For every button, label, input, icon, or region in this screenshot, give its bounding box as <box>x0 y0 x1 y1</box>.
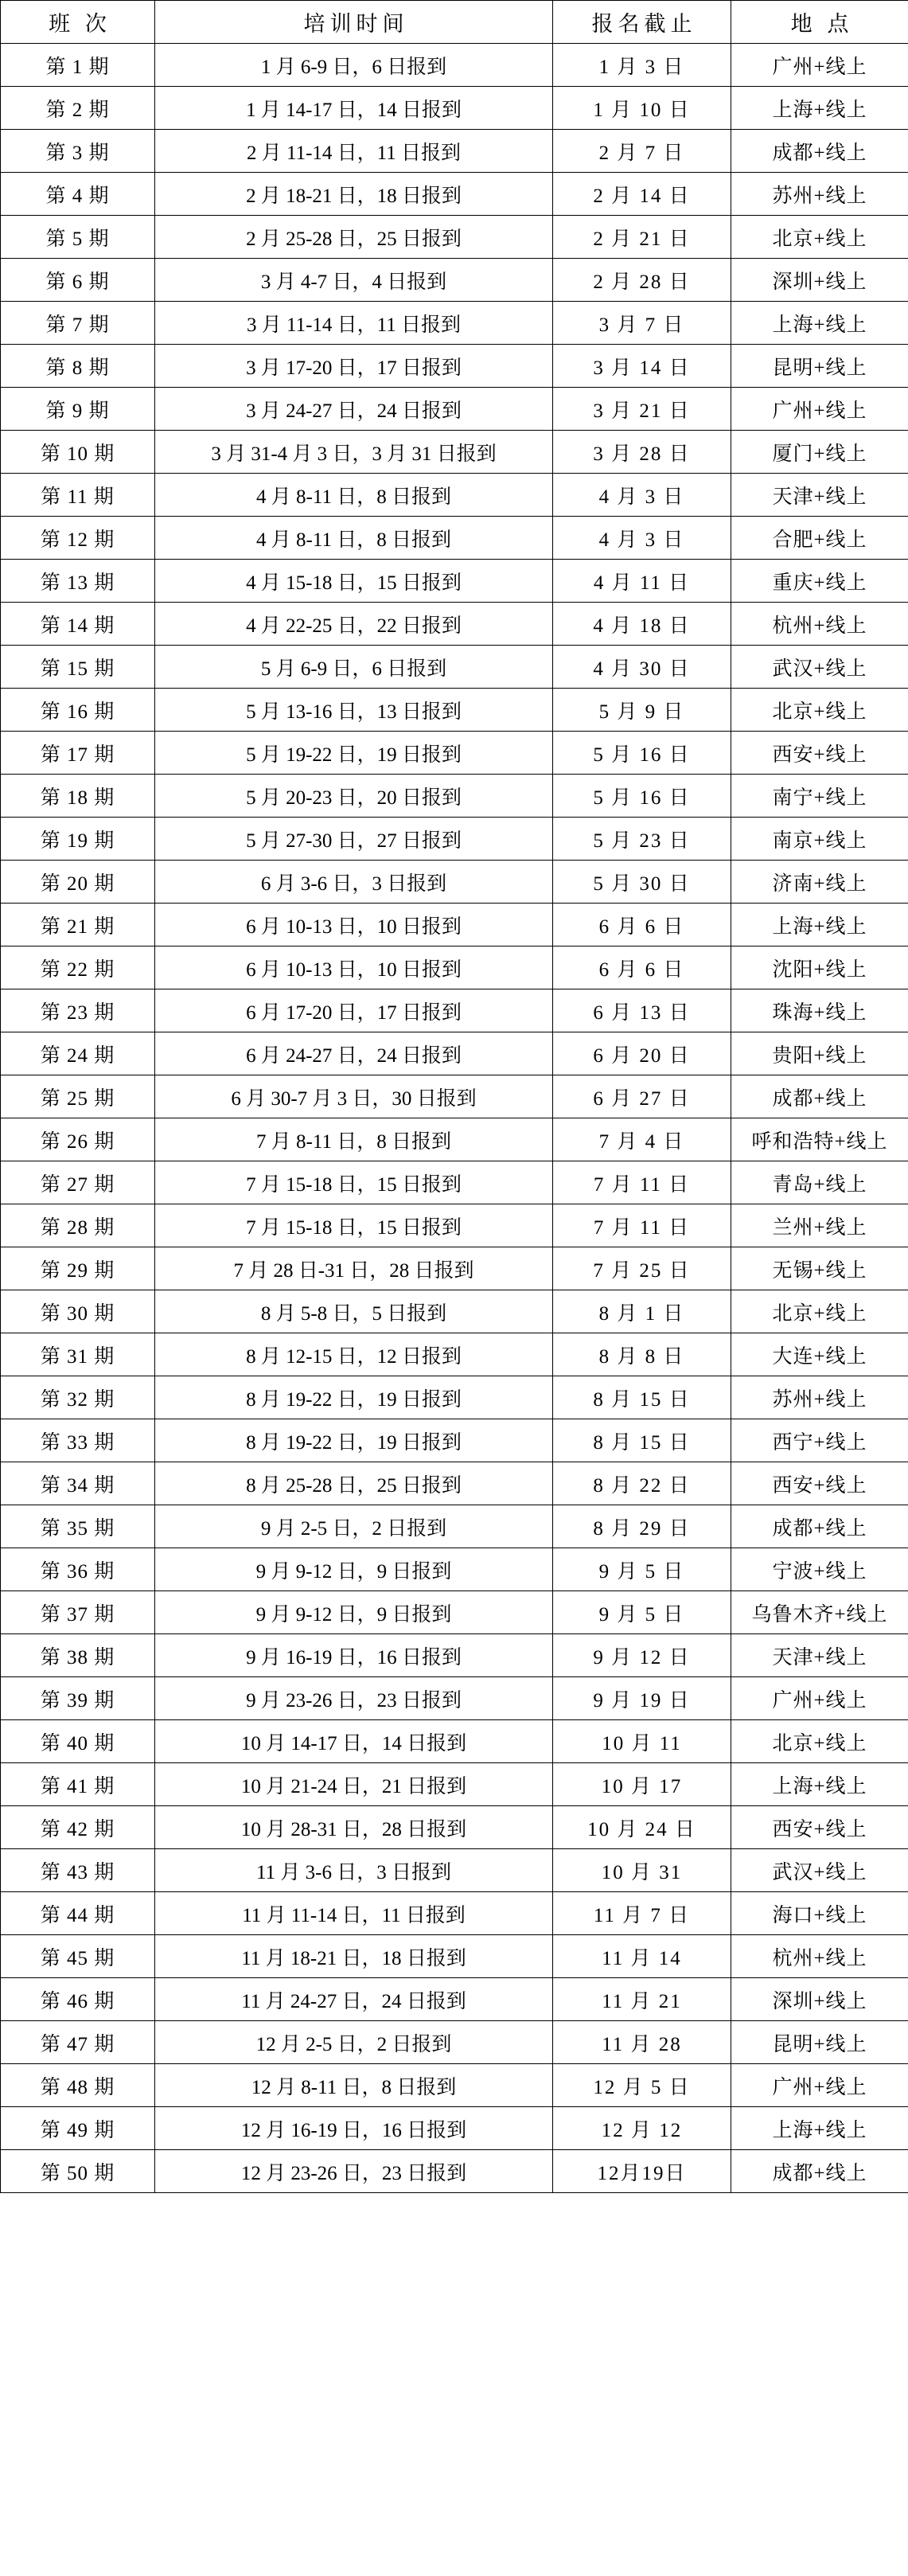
table-row <box>1 1161 908 1204</box>
table-row <box>1 2021 908 2064</box>
table-row <box>1 216 908 259</box>
cell-training-time: 4 月 15-18 日，15 日报到 <box>155 560 553 603</box>
cell-registration-deadline: 7 月 4 日 <box>553 1118 731 1161</box>
cell-training-time: 10 月 28-31 日，28 日报到 <box>155 1806 553 1849</box>
table-row <box>1 560 908 603</box>
cell-term: 第 13 期 <box>1 560 155 603</box>
cell-term: 第 19 期 <box>1 818 155 861</box>
cell-location: 上海+线上 <box>731 1763 908 1806</box>
cell-registration-deadline: 7 月 11 日 <box>553 1204 731 1247</box>
cell-training-time: 4 月 8-11 日，8 日报到 <box>155 517 553 560</box>
cell-location: 苏州+线上 <box>731 1376 908 1419</box>
cell-registration-deadline: 5 月 16 日 <box>553 732 731 775</box>
cell-training-time: 3 月 4-7 日，4 日报到 <box>155 259 553 302</box>
table-row <box>1 1247 908 1290</box>
cell-training-time: 9 月 23-26 日，23 日报到 <box>155 1677 553 1720</box>
table-row <box>1 2107 908 2150</box>
cell-location: 广州+线上 <box>731 2064 908 2107</box>
cell-registration-deadline: 11 月 14 <box>553 1935 731 1978</box>
cell-training-time: 2 月 18-21 日，18 日报到 <box>155 173 553 216</box>
cell-registration-deadline: 6 月 6 日 <box>553 946 731 989</box>
cell-registration-deadline: 2 月 28 日 <box>553 259 731 302</box>
cell-registration-deadline: 4 月 30 日 <box>553 646 731 689</box>
cell-registration-deadline: 7 月 25 日 <box>553 1247 731 1290</box>
cell-location: 成都+线上 <box>731 1075 908 1118</box>
cell-location: 海口+线上 <box>731 1892 908 1935</box>
cell-location: 西安+线上 <box>731 1462 908 1505</box>
table-row <box>1 818 908 861</box>
cell-training-time: 8 月 5-8 日，5 日报到 <box>155 1290 553 1333</box>
cell-registration-deadline: 6 月 13 日 <box>553 989 731 1032</box>
table-row <box>1 1978 908 2021</box>
cell-training-time: 4 月 8-11 日，8 日报到 <box>155 474 553 517</box>
table-row <box>1 173 908 216</box>
cell-registration-deadline: 9 月 5 日 <box>553 1548 731 1591</box>
cell-registration-deadline: 1 月 10 日 <box>553 87 731 130</box>
table-row <box>1 1634 908 1677</box>
cell-term: 第 6 期 <box>1 259 155 302</box>
cell-training-time: 5 月 6-9 日，6 日报到 <box>155 646 553 689</box>
cell-registration-deadline: 8 月 22 日 <box>553 1462 731 1505</box>
cell-registration-deadline: 12月19日 <box>553 2150 731 2193</box>
cell-registration-deadline: 3 月 21 日 <box>553 388 731 431</box>
cell-term: 第 11 期 <box>1 474 155 517</box>
cell-registration-deadline: 8 月 8 日 <box>553 1333 731 1376</box>
cell-training-time: 9 月 9-12 日，9 日报到 <box>155 1591 553 1634</box>
cell-training-time: 1 月 14-17 日，14 日报到 <box>155 87 553 130</box>
table-row <box>1 431 908 474</box>
cell-location: 深圳+线上 <box>731 1978 908 2021</box>
cell-training-time: 6 月 3-6 日，3 日报到 <box>155 861 553 904</box>
cell-location: 广州+线上 <box>731 44 908 87</box>
cell-registration-deadline: 11 月 28 <box>553 2021 731 2064</box>
table-row <box>1 388 908 431</box>
cell-location: 杭州+线上 <box>731 603 908 646</box>
table-row <box>1 130 908 173</box>
cell-term: 第 36 期 <box>1 1548 155 1591</box>
cell-training-time: 11 月 18-21 日，18 日报到 <box>155 1935 553 1978</box>
cell-training-time: 12 月 23-26 日，23 日报到 <box>155 2150 553 2193</box>
cell-location: 济南+线上 <box>731 861 908 904</box>
cell-registration-deadline: 12 月 12 <box>553 2107 731 2150</box>
cell-term: 第 29 期 <box>1 1247 155 1290</box>
cell-training-time: 8 月 12-15 日，12 日报到 <box>155 1333 553 1376</box>
cell-training-time: 11 月 24-27 日，24 日报到 <box>155 1978 553 2021</box>
cell-term: 第 3 期 <box>1 130 155 173</box>
cell-training-time: 1 月 6-9 日，6 日报到 <box>155 44 553 87</box>
cell-location: 宁波+线上 <box>731 1548 908 1591</box>
cell-registration-deadline: 6 月 6 日 <box>553 904 731 946</box>
cell-location: 北京+线上 <box>731 216 908 259</box>
cell-training-time: 2 月 25-28 日，25 日报到 <box>155 216 553 259</box>
table-row <box>1 1333 908 1376</box>
cell-training-time: 7 月 8-11 日，8 日报到 <box>155 1118 553 1161</box>
cell-location: 天津+线上 <box>731 474 908 517</box>
cell-location: 南京+线上 <box>731 818 908 861</box>
cell-term: 第 16 期 <box>1 689 155 732</box>
cell-term: 第 24 期 <box>1 1032 155 1075</box>
cell-training-time: 6 月 30-7 月 3 日，30 日报到 <box>155 1075 553 1118</box>
cell-training-time: 8 月 19-22 日，19 日报到 <box>155 1419 553 1462</box>
cell-registration-deadline: 2 月 7 日 <box>553 130 731 173</box>
cell-term: 第 30 期 <box>1 1290 155 1333</box>
table-row <box>1 87 908 130</box>
cell-registration-deadline: 4 月 18 日 <box>553 603 731 646</box>
cell-term: 第 14 期 <box>1 603 155 646</box>
cell-registration-deadline: 2 月 14 日 <box>553 173 731 216</box>
cell-term: 第 31 期 <box>1 1333 155 1376</box>
table-row <box>1 2150 908 2193</box>
cell-training-time: 3 月 11-14 日，11 日报到 <box>155 302 553 345</box>
table-row <box>1 44 908 87</box>
table-row <box>1 259 908 302</box>
cell-term: 第 38 期 <box>1 1634 155 1677</box>
column-header-deadline: 报名截止 <box>553 1 731 44</box>
table-body <box>1 44 908 2193</box>
table-row <box>1 302 908 345</box>
cell-location: 北京+线上 <box>731 1720 908 1763</box>
cell-registration-deadline: 3 月 7 日 <box>553 302 731 345</box>
cell-term: 第 27 期 <box>1 1161 155 1204</box>
table-row <box>1 474 908 517</box>
cell-term: 第 45 期 <box>1 1935 155 1978</box>
table-row <box>1 1419 908 1462</box>
cell-term: 第 33 期 <box>1 1419 155 1462</box>
cell-training-time: 6 月 17-20 日，17 日报到 <box>155 989 553 1032</box>
table-row <box>1 689 908 732</box>
cell-registration-deadline: 5 月 16 日 <box>553 775 731 818</box>
cell-training-time: 5 月 19-22 日，19 日报到 <box>155 732 553 775</box>
cell-location: 重庆+线上 <box>731 560 908 603</box>
cell-training-time: 9 月 16-19 日，16 日报到 <box>155 1634 553 1677</box>
cell-location: 苏州+线上 <box>731 173 908 216</box>
cell-location: 大连+线上 <box>731 1333 908 1376</box>
cell-registration-deadline: 11 月 21 <box>553 1978 731 2021</box>
column-header-place: 地 点 <box>731 1 908 44</box>
cell-location: 贵阳+线上 <box>731 1032 908 1075</box>
cell-training-time: 11 月 11-14 日，11 日报到 <box>155 1892 553 1935</box>
table-row <box>1 345 908 388</box>
cell-term: 第 15 期 <box>1 646 155 689</box>
cell-training-time: 4 月 22-25 日，22 日报到 <box>155 603 553 646</box>
cell-training-time: 11 月 3-6 日，3 日报到 <box>155 1849 553 1892</box>
table-row <box>1 1462 908 1505</box>
cell-registration-deadline: 8 月 29 日 <box>553 1505 731 1548</box>
cell-training-time: 6 月 10-13 日，10 日报到 <box>155 946 553 989</box>
cell-location: 武汉+线上 <box>731 1849 908 1892</box>
cell-term: 第 37 期 <box>1 1591 155 1634</box>
cell-training-time: 5 月 13-16 日，13 日报到 <box>155 689 553 732</box>
cell-term: 第 35 期 <box>1 1505 155 1548</box>
cell-registration-deadline: 8 月 15 日 <box>553 1376 731 1419</box>
cell-term: 第 8 期 <box>1 345 155 388</box>
cell-training-time: 10 月 21-24 日，21 日报到 <box>155 1763 553 1806</box>
table-row <box>1 1376 908 1419</box>
cell-term: 第 12 期 <box>1 517 155 560</box>
cell-training-time: 12 月 2-5 日，2 日报到 <box>155 2021 553 2064</box>
cell-registration-deadline: 8 月 1 日 <box>553 1290 731 1333</box>
cell-location: 兰州+线上 <box>731 1204 908 1247</box>
table-row <box>1 1806 908 1849</box>
cell-location: 上海+线上 <box>731 87 908 130</box>
cell-term: 第 50 期 <box>1 2150 155 2193</box>
cell-location: 呼和浩特+线上 <box>731 1118 908 1161</box>
cell-training-time: 3 月 24-27 日，24 日报到 <box>155 388 553 431</box>
cell-registration-deadline: 7 月 11 日 <box>553 1161 731 1204</box>
cell-training-time: 9 月 2-5 日，2 日报到 <box>155 1505 553 1548</box>
cell-term: 第 49 期 <box>1 2107 155 2150</box>
cell-location: 北京+线上 <box>731 689 908 732</box>
cell-registration-deadline: 11 月 7 日 <box>553 1892 731 1935</box>
table-row <box>1 517 908 560</box>
cell-training-time: 9 月 9-12 日，9 日报到 <box>155 1548 553 1591</box>
cell-term: 第 22 期 <box>1 946 155 989</box>
cell-term: 第 2 期 <box>1 87 155 130</box>
table-row <box>1 1548 908 1591</box>
cell-training-time: 12 月 16-19 日，16 日报到 <box>155 2107 553 2150</box>
cell-term: 第 26 期 <box>1 1118 155 1161</box>
cell-location: 昆明+线上 <box>731 345 908 388</box>
cell-registration-deadline: 10 月 24 日 <box>553 1806 731 1849</box>
cell-registration-deadline: 5 月 9 日 <box>553 689 731 732</box>
cell-location: 杭州+线上 <box>731 1935 908 1978</box>
cell-location: 无锡+线上 <box>731 1247 908 1290</box>
table-row <box>1 989 908 1032</box>
cell-training-time: 8 月 19-22 日，19 日报到 <box>155 1376 553 1419</box>
cell-term: 第 7 期 <box>1 302 155 345</box>
cell-term: 第 10 期 <box>1 431 155 474</box>
cell-registration-deadline: 9 月 19 日 <box>553 1677 731 1720</box>
cell-registration-deadline: 10 月 17 <box>553 1763 731 1806</box>
table-row <box>1 1032 908 1075</box>
cell-location: 乌鲁木齐+线上 <box>731 1591 908 1634</box>
cell-location: 珠海+线上 <box>731 989 908 1032</box>
cell-location: 广州+线上 <box>731 1677 908 1720</box>
table-header-row <box>1 1 908 44</box>
cell-registration-deadline: 4 月 11 日 <box>553 560 731 603</box>
cell-term: 第 42 期 <box>1 1806 155 1849</box>
cell-registration-deadline: 6 月 27 日 <box>553 1075 731 1118</box>
cell-location: 厦门+线上 <box>731 431 908 474</box>
cell-term: 第 44 期 <box>1 1892 155 1935</box>
cell-registration-deadline: 3 月 14 日 <box>553 345 731 388</box>
column-header-time: 培训时间 <box>155 1 553 44</box>
table-row <box>1 1075 908 1118</box>
cell-location: 合肥+线上 <box>731 517 908 560</box>
cell-location: 昆明+线上 <box>731 2021 908 2064</box>
cell-location: 沈阳+线上 <box>731 946 908 989</box>
cell-term: 第 20 期 <box>1 861 155 904</box>
cell-term: 第 25 期 <box>1 1075 155 1118</box>
table-row <box>1 646 908 689</box>
table-row <box>1 1849 908 1892</box>
column-header-term: 班 次 <box>1 1 155 44</box>
cell-location: 青岛+线上 <box>731 1161 908 1204</box>
cell-registration-deadline: 10 月 11 <box>553 1720 731 1763</box>
cell-registration-deadline: 10 月 31 <box>553 1849 731 1892</box>
cell-term: 第 21 期 <box>1 904 155 946</box>
cell-term: 第 23 期 <box>1 989 155 1032</box>
cell-training-time: 2 月 11-14 日，11 日报到 <box>155 130 553 173</box>
table-row <box>1 1720 908 1763</box>
cell-term: 第 40 期 <box>1 1720 155 1763</box>
cell-training-time: 10 月 14-17 日，14 日报到 <box>155 1720 553 1763</box>
cell-registration-deadline: 6 月 20 日 <box>553 1032 731 1075</box>
table-row <box>1 1290 908 1333</box>
table-row <box>1 946 908 989</box>
table-row <box>1 775 908 818</box>
table-row <box>1 1204 908 1247</box>
cell-registration-deadline: 4 月 3 日 <box>553 474 731 517</box>
cell-training-time: 5 月 27-30 日，27 日报到 <box>155 818 553 861</box>
table-row <box>1 1892 908 1935</box>
cell-location: 西安+线上 <box>731 1806 908 1849</box>
table-row <box>1 2064 908 2107</box>
cell-registration-deadline: 9 月 12 日 <box>553 1634 731 1677</box>
cell-training-time: 6 月 10-13 日，10 日报到 <box>155 904 553 946</box>
cell-term: 第 32 期 <box>1 1376 155 1419</box>
cell-training-time: 8 月 25-28 日，25 日报到 <box>155 1462 553 1505</box>
cell-location: 广州+线上 <box>731 388 908 431</box>
cell-term: 第 48 期 <box>1 2064 155 2107</box>
table-row <box>1 603 908 646</box>
cell-term: 第 43 期 <box>1 1849 155 1892</box>
cell-term: 第 17 期 <box>1 732 155 775</box>
cell-term: 第 39 期 <box>1 1677 155 1720</box>
cell-registration-deadline: 9 月 5 日 <box>553 1591 731 1634</box>
cell-term: 第 41 期 <box>1 1763 155 1806</box>
cell-location: 北京+线上 <box>731 1290 908 1333</box>
cell-training-time: 6 月 24-27 日，24 日报到 <box>155 1032 553 1075</box>
cell-term: 第 34 期 <box>1 1462 155 1505</box>
cell-location: 南宁+线上 <box>731 775 908 818</box>
table-row <box>1 861 908 904</box>
table-row <box>1 904 908 946</box>
table-row <box>1 1505 908 1548</box>
cell-training-time: 12 月 8-11 日，8 日报到 <box>155 2064 553 2107</box>
cell-term: 第 9 期 <box>1 388 155 431</box>
cell-location: 武汉+线上 <box>731 646 908 689</box>
cell-term: 第 28 期 <box>1 1204 155 1247</box>
cell-location: 上海+线上 <box>731 904 908 946</box>
cell-training-time: 3 月 31-4 月 3 日，3 月 31 日报到 <box>155 431 553 474</box>
cell-location: 成都+线上 <box>731 2150 908 2193</box>
cell-term: 第 18 期 <box>1 775 155 818</box>
cell-location: 西安+线上 <box>731 732 908 775</box>
cell-term: 第 1 期 <box>1 44 155 87</box>
cell-training-time: 7 月 15-18 日，15 日报到 <box>155 1204 553 1247</box>
cell-registration-deadline: 3 月 28 日 <box>553 431 731 474</box>
cell-location: 上海+线上 <box>731 2107 908 2150</box>
cell-registration-deadline: 2 月 21 日 <box>553 216 731 259</box>
cell-registration-deadline: 5 月 30 日 <box>553 861 731 904</box>
table-row <box>1 1591 908 1634</box>
table-row <box>1 1118 908 1161</box>
cell-location: 成都+线上 <box>731 1505 908 1548</box>
cell-location: 西宁+线上 <box>731 1419 908 1462</box>
cell-location: 天津+线上 <box>731 1634 908 1677</box>
cell-term: 第 47 期 <box>1 2021 155 2064</box>
table-row <box>1 732 908 775</box>
table-row <box>1 1935 908 1978</box>
cell-registration-deadline: 4 月 3 日 <box>553 517 731 560</box>
cell-registration-deadline: 5 月 23 日 <box>553 818 731 861</box>
cell-training-time: 7 月 28 日-31 日，28 日报到 <box>155 1247 553 1290</box>
cell-term: 第 4 期 <box>1 173 155 216</box>
cell-location: 深圳+线上 <box>731 259 908 302</box>
table-row <box>1 1677 908 1720</box>
cell-training-time: 5 月 20-23 日，20 日报到 <box>155 775 553 818</box>
cell-location: 上海+线上 <box>731 302 908 345</box>
cell-location: 成都+线上 <box>731 130 908 173</box>
cell-term: 第 46 期 <box>1 1978 155 2021</box>
cell-training-time: 3 月 17-20 日，17 日报到 <box>155 345 553 388</box>
cell-registration-deadline: 1 月 3 日 <box>553 44 731 87</box>
table-row <box>1 1763 908 1806</box>
cell-training-time: 7 月 15-18 日，15 日报到 <box>155 1161 553 1204</box>
cell-registration-deadline: 8 月 15 日 <box>553 1419 731 1462</box>
cell-term: 第 5 期 <box>1 216 155 259</box>
cell-registration-deadline: 12 月 5 日 <box>553 2064 731 2107</box>
